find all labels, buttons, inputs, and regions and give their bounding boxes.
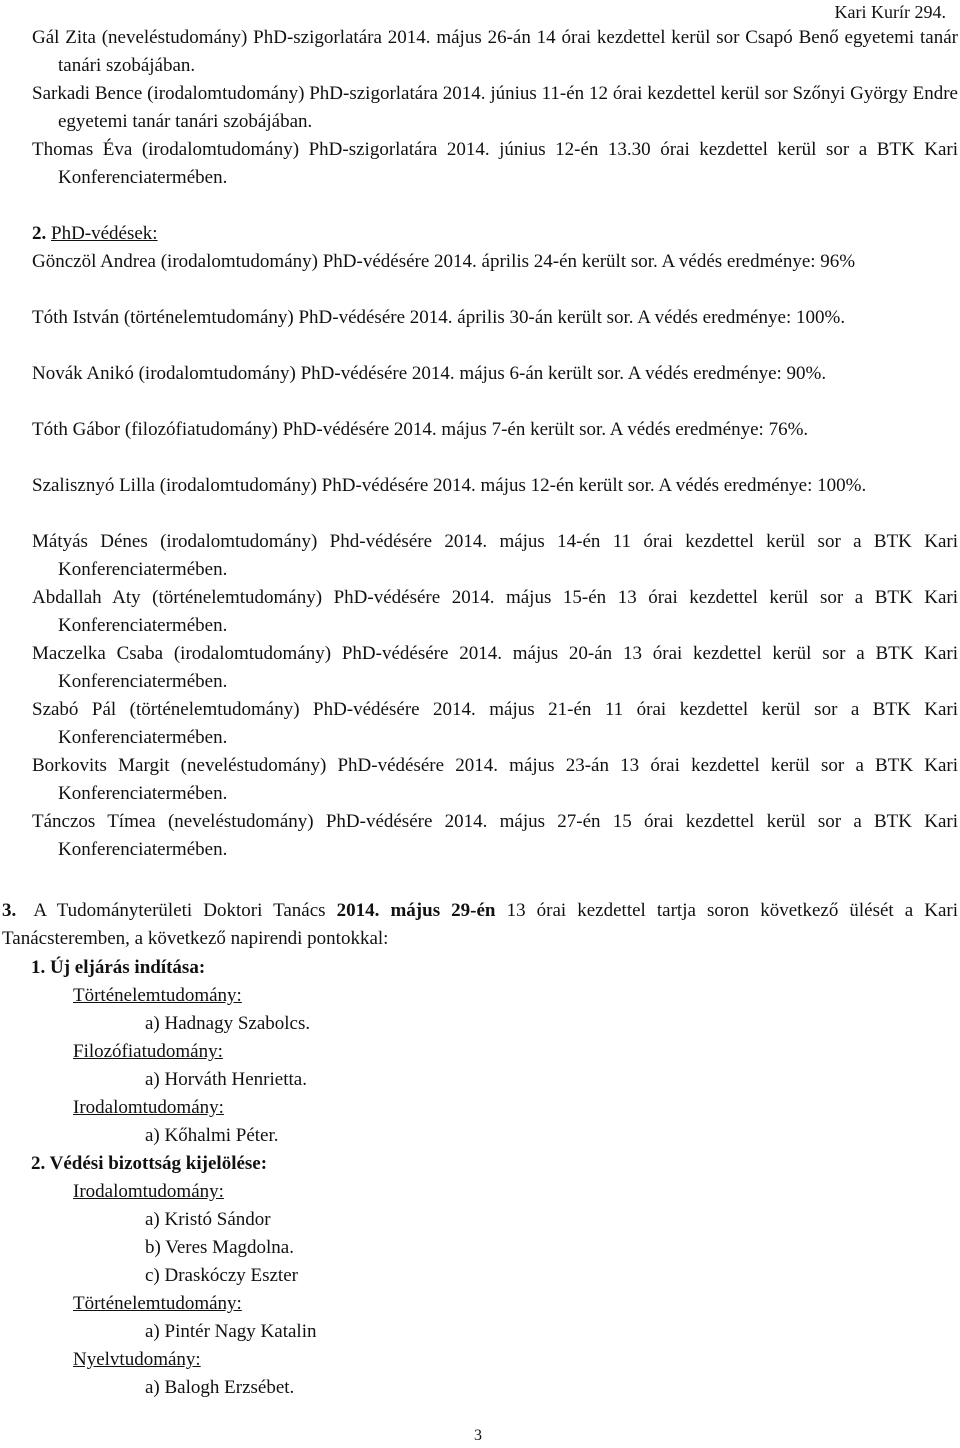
agenda-heading: 1. Új eljárás indítása: xyxy=(31,957,206,978)
section-number: 3. xyxy=(2,900,17,921)
defense-entry: Novák Anikó (irodalomtudomány) PhD-védésére 2014. május 6-án került sor. A védés eredménye: 90%. xyxy=(32,363,827,384)
meeting-date: május 29-én xyxy=(390,900,496,921)
defense-entry: Gönczöl Andrea (irodalomtudomány) PhD-védésére 2014. április 24-én került sor. A védés eredménye: 96% xyxy=(32,251,856,272)
defense-entry: Szalisznyó Lilla (irodalomtudomány) PhD-védésére 2014. május 12-én került sor. A védés eredménye: 100%. xyxy=(32,475,867,496)
page-number: 3 xyxy=(474,1427,482,1444)
field-label: Irodalomtudomány: xyxy=(73,1181,224,1202)
section-number: 2. xyxy=(32,223,47,244)
defense-entry: Tánczos Tímea (neveléstudomány) PhD-védésére 2014. május 27-én 15 órai kezdettel kerül sor a BTK Kari Konferenciatermében. xyxy=(32,811,958,860)
defense-entry: Szabó Pál (történelemtudomány) PhD-védésére 2014. május 21-én 11 órai kezdettel kerül sor a BTK Kari Konferenciatermében. xyxy=(32,699,958,748)
section-title: PhD-védések: xyxy=(51,223,158,244)
field-label: Történelemtudomány: xyxy=(73,985,242,1006)
committee-member: a) Kristó Sándor xyxy=(145,1209,271,1230)
candidate-item: a) Horváth Henrietta. xyxy=(145,1069,307,1090)
committee-member: a) Balogh Erzsébet. xyxy=(145,1377,295,1398)
committee-member: c) Draskóczy Eszter xyxy=(145,1265,298,1286)
exam-entry: Gál Zita (neveléstudomány) PhD-szigorlatára 2014. május 26-án 14 órai kezdettel kerül sor Csapó Benő egyetemi tanár tanári szobájában. xyxy=(32,27,958,76)
intro-text: A Tudományterületi Doktori Tanács xyxy=(33,900,326,921)
committee-member: a) Pintér Nagy Katalin xyxy=(145,1321,317,1342)
field-label: Történelemtudomány: xyxy=(73,1293,242,1314)
exam-entry: Thomas Éva (irodalomtudomány) PhD-szigorlatára 2014. június 12-én 13.30 órai kezdettel kerül sor a BTK Kari Konferenciatermében. xyxy=(32,139,958,188)
section-2-heading xyxy=(32,220,158,248)
intro-text: 13 órai kezdettel tartja soron következő ülését a Kari Tanácsteremben, a következő napirendi pontokkal: xyxy=(2,900,959,949)
meeting-year: 2014. xyxy=(336,900,380,921)
defense-entry: Tóth István (történelemtudomány) PhD-védésére 2014. április 30-án került sor. A védés eredménye: 100%. xyxy=(32,307,846,328)
field-label: Filozófiatudomány: xyxy=(73,1041,223,1062)
defense-entry: Mátyás Dénes (irodalomtudomány) Phd-védésére 2014. május 14-én 11 órai kezdettel kerül sor a BTK Kari Konferenciatermében. xyxy=(32,531,958,580)
defense-entry: Borkovits Margit (neveléstudomány) PhD-védésére 2014. május 23-án 13 órai kezdettel kerül sor a BTK Kari Konferenciatermében. xyxy=(32,755,958,804)
committee-member: b) Veres Magdolna. xyxy=(145,1237,294,1258)
field-label: Nyelvtudomány: xyxy=(73,1349,201,1370)
candidate-item: a) Hadnagy Szabolcs. xyxy=(145,1013,311,1034)
agenda-heading: 2. Védési bizottság kijelölése: xyxy=(31,1153,268,1174)
exam-entry: Sarkadi Bence (irodalomtudomány) PhD-szigorlatára 2014. június 11-én 12 órai kezdettel kerül sor Szőnyi György Endre egyetemi tanár tanári szobájában. xyxy=(32,83,958,132)
section-3-paragraph xyxy=(2,897,958,953)
defense-entry: Abdallah Aty (történelemtudomány) PhD-védésére 2014. május 15-én 13 órai kezdettel kerül sor a BTK Kari Konferenciatermében. xyxy=(32,587,958,636)
running-header: Kari Kurír 294. xyxy=(834,2,946,22)
candidate-item: a) Kőhalmi Péter. xyxy=(145,1125,279,1146)
defense-entry: Maczelka Csaba (irodalomtudomány) PhD-védésére 2014. május 20-án 13 órai kezdettel kerül sor a BTK Kari Konferenciatermében. xyxy=(32,643,958,692)
field-label: Irodalomtudomány: xyxy=(73,1097,224,1118)
defense-entry: Tóth Gábor (filozófiatudomány) PhD-védésére 2014. május 7-én került sor. A védés eredménye: 76%. xyxy=(32,419,809,440)
